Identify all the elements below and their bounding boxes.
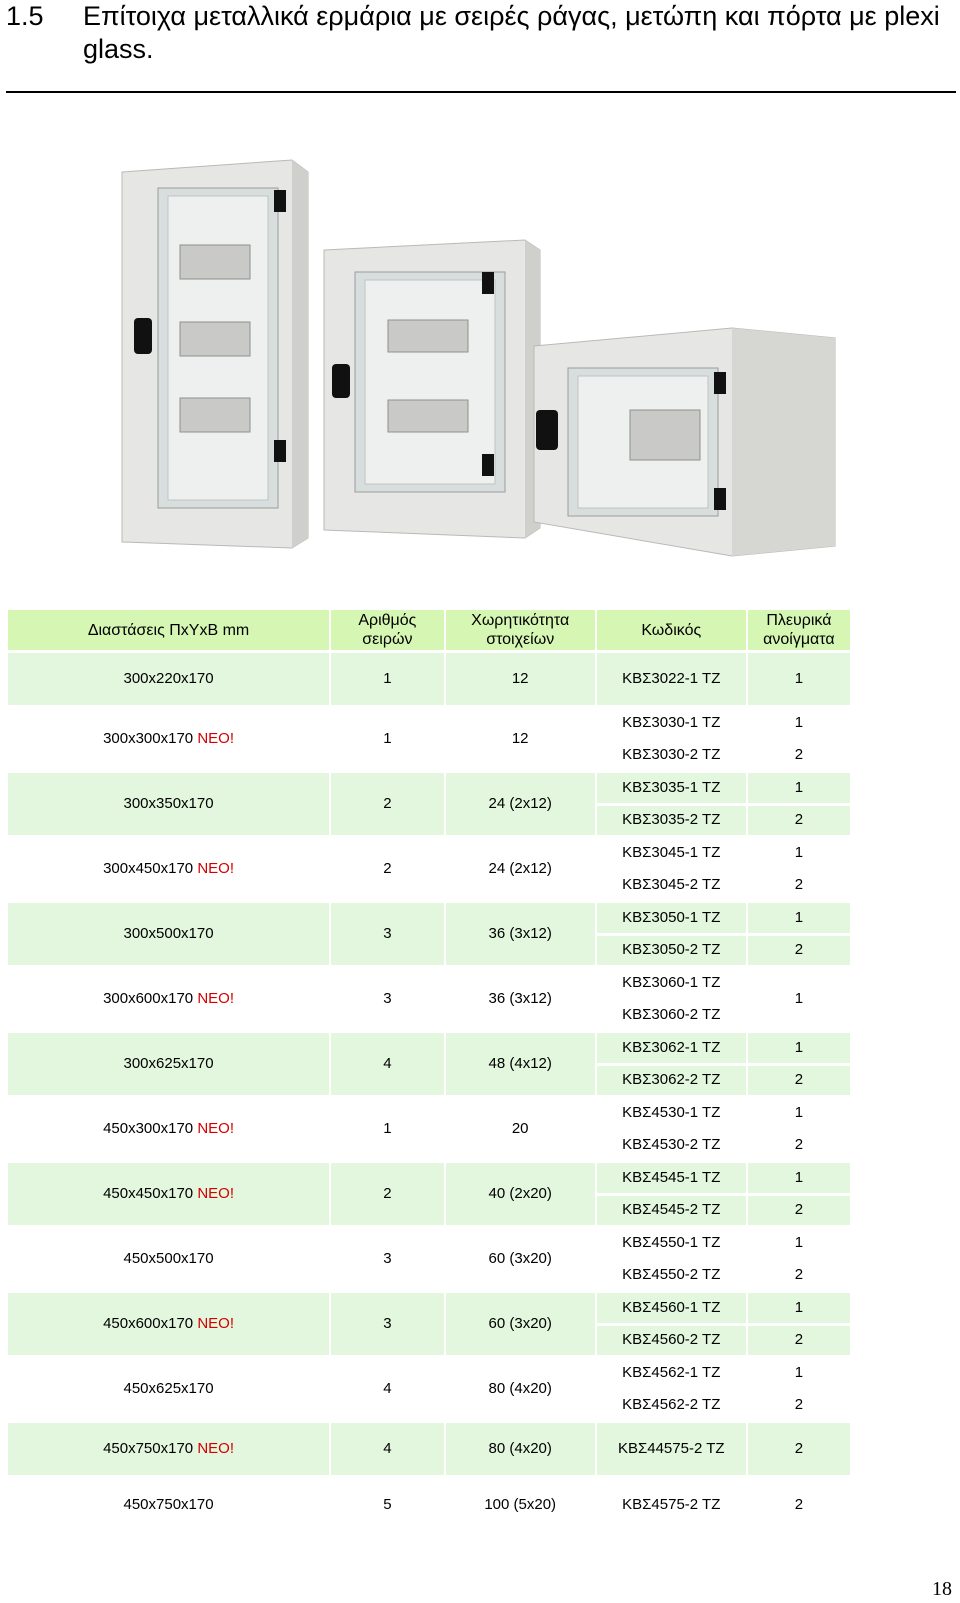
capacity-cell: 20	[446, 1098, 595, 1160]
dims-cell	[8, 708, 329, 770]
capacity-cell: 48 (4x12)	[446, 1033, 595, 1095]
dims-value: 450x625x170	[123, 1380, 214, 1397]
side-cell: 1	[748, 653, 850, 705]
dims-value: 300x625x170	[123, 1055, 214, 1072]
code-cell: ΚΒΣ4560-1 ΤΖ	[597, 1293, 746, 1323]
table-row	[8, 1228, 850, 1258]
cabinet-large	[122, 160, 308, 548]
side-cell: 1	[748, 1228, 850, 1258]
dims-value: 300x220x170	[123, 670, 214, 687]
code-cell: ΚΒΣ3035-1 ΤΖ	[597, 773, 746, 803]
dims-value: 450x750x170	[123, 1496, 214, 1513]
side-cell: 1	[748, 1098, 850, 1128]
rows-cell: 2	[331, 1163, 444, 1225]
code-cell: ΚΒΣ4530-2 ΤΖ	[597, 1131, 746, 1161]
side-cell: 1	[748, 708, 850, 738]
code-cell: ΚΒΣ4560-2 ΤΖ	[597, 1326, 746, 1356]
dims-cell	[8, 968, 329, 1030]
code-cell: ΚΒΣ3022-1 ΤΖ	[597, 653, 746, 705]
dims-cell	[8, 1033, 329, 1095]
side-cell: 1	[748, 1358, 850, 1388]
cabinet-wide	[534, 328, 835, 556]
dims-cell	[8, 653, 329, 705]
new-badge: ΝΕΟ!	[197, 1120, 235, 1137]
capacity-cell: 12	[446, 653, 595, 705]
dims-value: 300x500x170	[123, 925, 214, 942]
side-cell: 1	[748, 903, 850, 933]
dims-value: 450x500x170	[123, 1250, 214, 1267]
side-cell: 2	[748, 1391, 850, 1421]
capacity-cell: 60 (3x20)	[446, 1228, 595, 1290]
side-cell: 2	[748, 936, 850, 966]
new-badge: ΝΕΟ!	[197, 990, 235, 1007]
table-row	[8, 708, 850, 738]
dims-cell	[8, 773, 329, 835]
section-number: 1.5	[6, 1, 44, 31]
code-cell: ΚΒΣ4550-2 ΤΖ	[597, 1261, 746, 1291]
header-code: Κωδικός	[597, 610, 746, 650]
rows-cell: 2	[331, 773, 444, 835]
code-cell: ΚΒΣ4562-2 ΤΖ	[597, 1391, 746, 1421]
capacity-cell: 24 (2x12)	[446, 838, 595, 900]
code-cell: ΚΒΣ3060-2 ΤΖ	[597, 1001, 746, 1031]
rows-cell: 5	[331, 1478, 444, 1532]
rows-cell: 1	[331, 653, 444, 705]
code-cell: ΚΒΣ4575-2 ΤΖ	[597, 1478, 746, 1532]
cabinet-medium	[324, 240, 540, 538]
side-cell: 2	[748, 1423, 850, 1475]
table-row	[8, 1423, 850, 1475]
section-title: Επίτοιχα μεταλλικά ερμάρια με σειρές ράγας, μετώπη και πόρτα με plexi glass.	[83, 1, 940, 64]
table-row	[8, 1163, 850, 1193]
code-cell: ΚΒΣ4530-1 ΤΖ	[597, 1098, 746, 1128]
side-cell: 2	[748, 1066, 850, 1096]
side-cell: 2	[748, 1326, 850, 1356]
side-cell: 1	[748, 1293, 850, 1323]
code-cell: ΚΒΣ3060-1 ΤΖ	[597, 968, 746, 998]
dims-value: 450x300x170	[103, 1120, 194, 1137]
header-side: Πλευρικά ανοίγματα	[748, 610, 850, 650]
rows-cell: 2	[331, 838, 444, 900]
side-cell: 1	[748, 773, 850, 803]
dims-value: 450x450x170	[103, 1185, 194, 1202]
spec-table-body	[8, 653, 850, 1532]
page-number: 18	[932, 1578, 952, 1600]
new-badge: ΝΕΟ!	[197, 730, 235, 747]
header-dims: Διαστάσεις ΠxΥxΒ mm	[8, 610, 329, 650]
code-cell: ΚΒΣ4562-1 ΤΖ	[597, 1358, 746, 1388]
capacity-cell: 36 (3x12)	[446, 968, 595, 1030]
heading-rule	[6, 91, 956, 93]
code-cell: ΚΒΣ3045-2 ΤΖ	[597, 871, 746, 901]
new-badge: ΝΕΟ!	[197, 1185, 235, 1202]
dims-cell	[8, 1358, 329, 1420]
new-badge: ΝΕΟ!	[197, 1440, 235, 1457]
code-cell: ΚΒΣ3045-1 ΤΖ	[597, 838, 746, 868]
rows-cell: 1	[331, 1098, 444, 1160]
rows-cell: 3	[331, 903, 444, 965]
code-cell: ΚΒΣ3035-2 ΤΖ	[597, 806, 746, 836]
rows-cell: 3	[331, 968, 444, 1030]
side-cell: 2	[748, 1131, 850, 1161]
table-row	[8, 1098, 850, 1128]
rows-cell: 4	[331, 1033, 444, 1095]
dims-value: 300x600x170	[103, 990, 194, 1007]
new-badge: ΝΕΟ!	[197, 860, 235, 877]
dims-cell	[8, 1293, 329, 1355]
code-cell: ΚΒΣ44575-2 ΤΖ	[597, 1423, 746, 1475]
table-row	[8, 968, 850, 998]
dims-cell	[8, 1478, 329, 1532]
code-cell: ΚΒΣ4545-1 ΤΖ	[597, 1163, 746, 1193]
dims-value: 450x750x170	[103, 1440, 194, 1457]
capacity-cell: 40 (2x20)	[446, 1163, 595, 1225]
code-cell: ΚΒΣ3062-1 ΤΖ	[597, 1033, 746, 1063]
dims-value: 300x450x170	[103, 860, 194, 877]
table-row	[8, 1478, 850, 1532]
side-cell: 2	[748, 871, 850, 901]
capacity-cell: 12	[446, 708, 595, 770]
table-row	[8, 1033, 850, 1063]
side-cell: 2	[748, 741, 850, 771]
capacity-cell: 24 (2x12)	[446, 773, 595, 835]
dims-value: 450x600x170	[103, 1315, 194, 1332]
code-cell: ΚΒΣ3050-1 ΤΖ	[597, 903, 746, 933]
side-cell: 1	[748, 1163, 850, 1193]
table-row	[8, 903, 850, 933]
side-cell: 1	[748, 968, 850, 1030]
dims-cell	[8, 1163, 329, 1225]
header-rows: Αριθμός σειρών	[331, 610, 444, 650]
side-cell: 2	[748, 1196, 850, 1226]
code-cell: ΚΒΣ3050-2 ΤΖ	[597, 936, 746, 966]
code-cell: ΚΒΣ4550-1 ΤΖ	[597, 1228, 746, 1258]
capacity-cell: 80 (4x20)	[446, 1423, 595, 1475]
dims-cell	[8, 1098, 329, 1160]
capacity-cell: 100 (5x20)	[446, 1478, 595, 1532]
dims-cell	[8, 838, 329, 900]
rows-cell: 4	[331, 1358, 444, 1420]
cabinets-photo	[110, 150, 870, 580]
rows-cell: 3	[331, 1293, 444, 1355]
capacity-cell: 36 (3x12)	[446, 903, 595, 965]
rows-cell: 3	[331, 1228, 444, 1290]
side-cell: 2	[748, 806, 850, 836]
capacity-cell: 80 (4x20)	[446, 1358, 595, 1420]
table-row	[8, 838, 850, 868]
code-cell: ΚΒΣ3030-1 ΤΖ	[597, 708, 746, 738]
dims-cell	[8, 1423, 329, 1475]
code-cell: ΚΒΣ3062-2 ΤΖ	[597, 1066, 746, 1096]
dims-value: 300x300x170	[103, 730, 194, 747]
capacity-cell: 60 (3x20)	[446, 1293, 595, 1355]
side-cell: 1	[748, 1033, 850, 1063]
new-badge: ΝΕΟ!	[197, 1315, 235, 1332]
code-cell: ΚΒΣ3030-2 ΤΖ	[597, 741, 746, 771]
dims-cell	[8, 1228, 329, 1290]
side-cell: 2	[748, 1478, 850, 1532]
table-row	[8, 1293, 850, 1323]
table-row	[8, 653, 850, 705]
dims-value: 300x350x170	[123, 795, 214, 812]
spec-table	[6, 607, 852, 1535]
dims-cell	[8, 903, 329, 965]
side-cell: 2	[748, 1261, 850, 1291]
table-row	[8, 773, 850, 803]
side-cell: 1	[748, 838, 850, 868]
rows-cell: 1	[331, 708, 444, 770]
code-cell: ΚΒΣ4545-2 ΤΖ	[597, 1196, 746, 1226]
table-row	[8, 1358, 850, 1388]
header-capacity: Χωρητικότητα στοιχείων	[446, 610, 595, 650]
rows-cell: 4	[331, 1423, 444, 1475]
